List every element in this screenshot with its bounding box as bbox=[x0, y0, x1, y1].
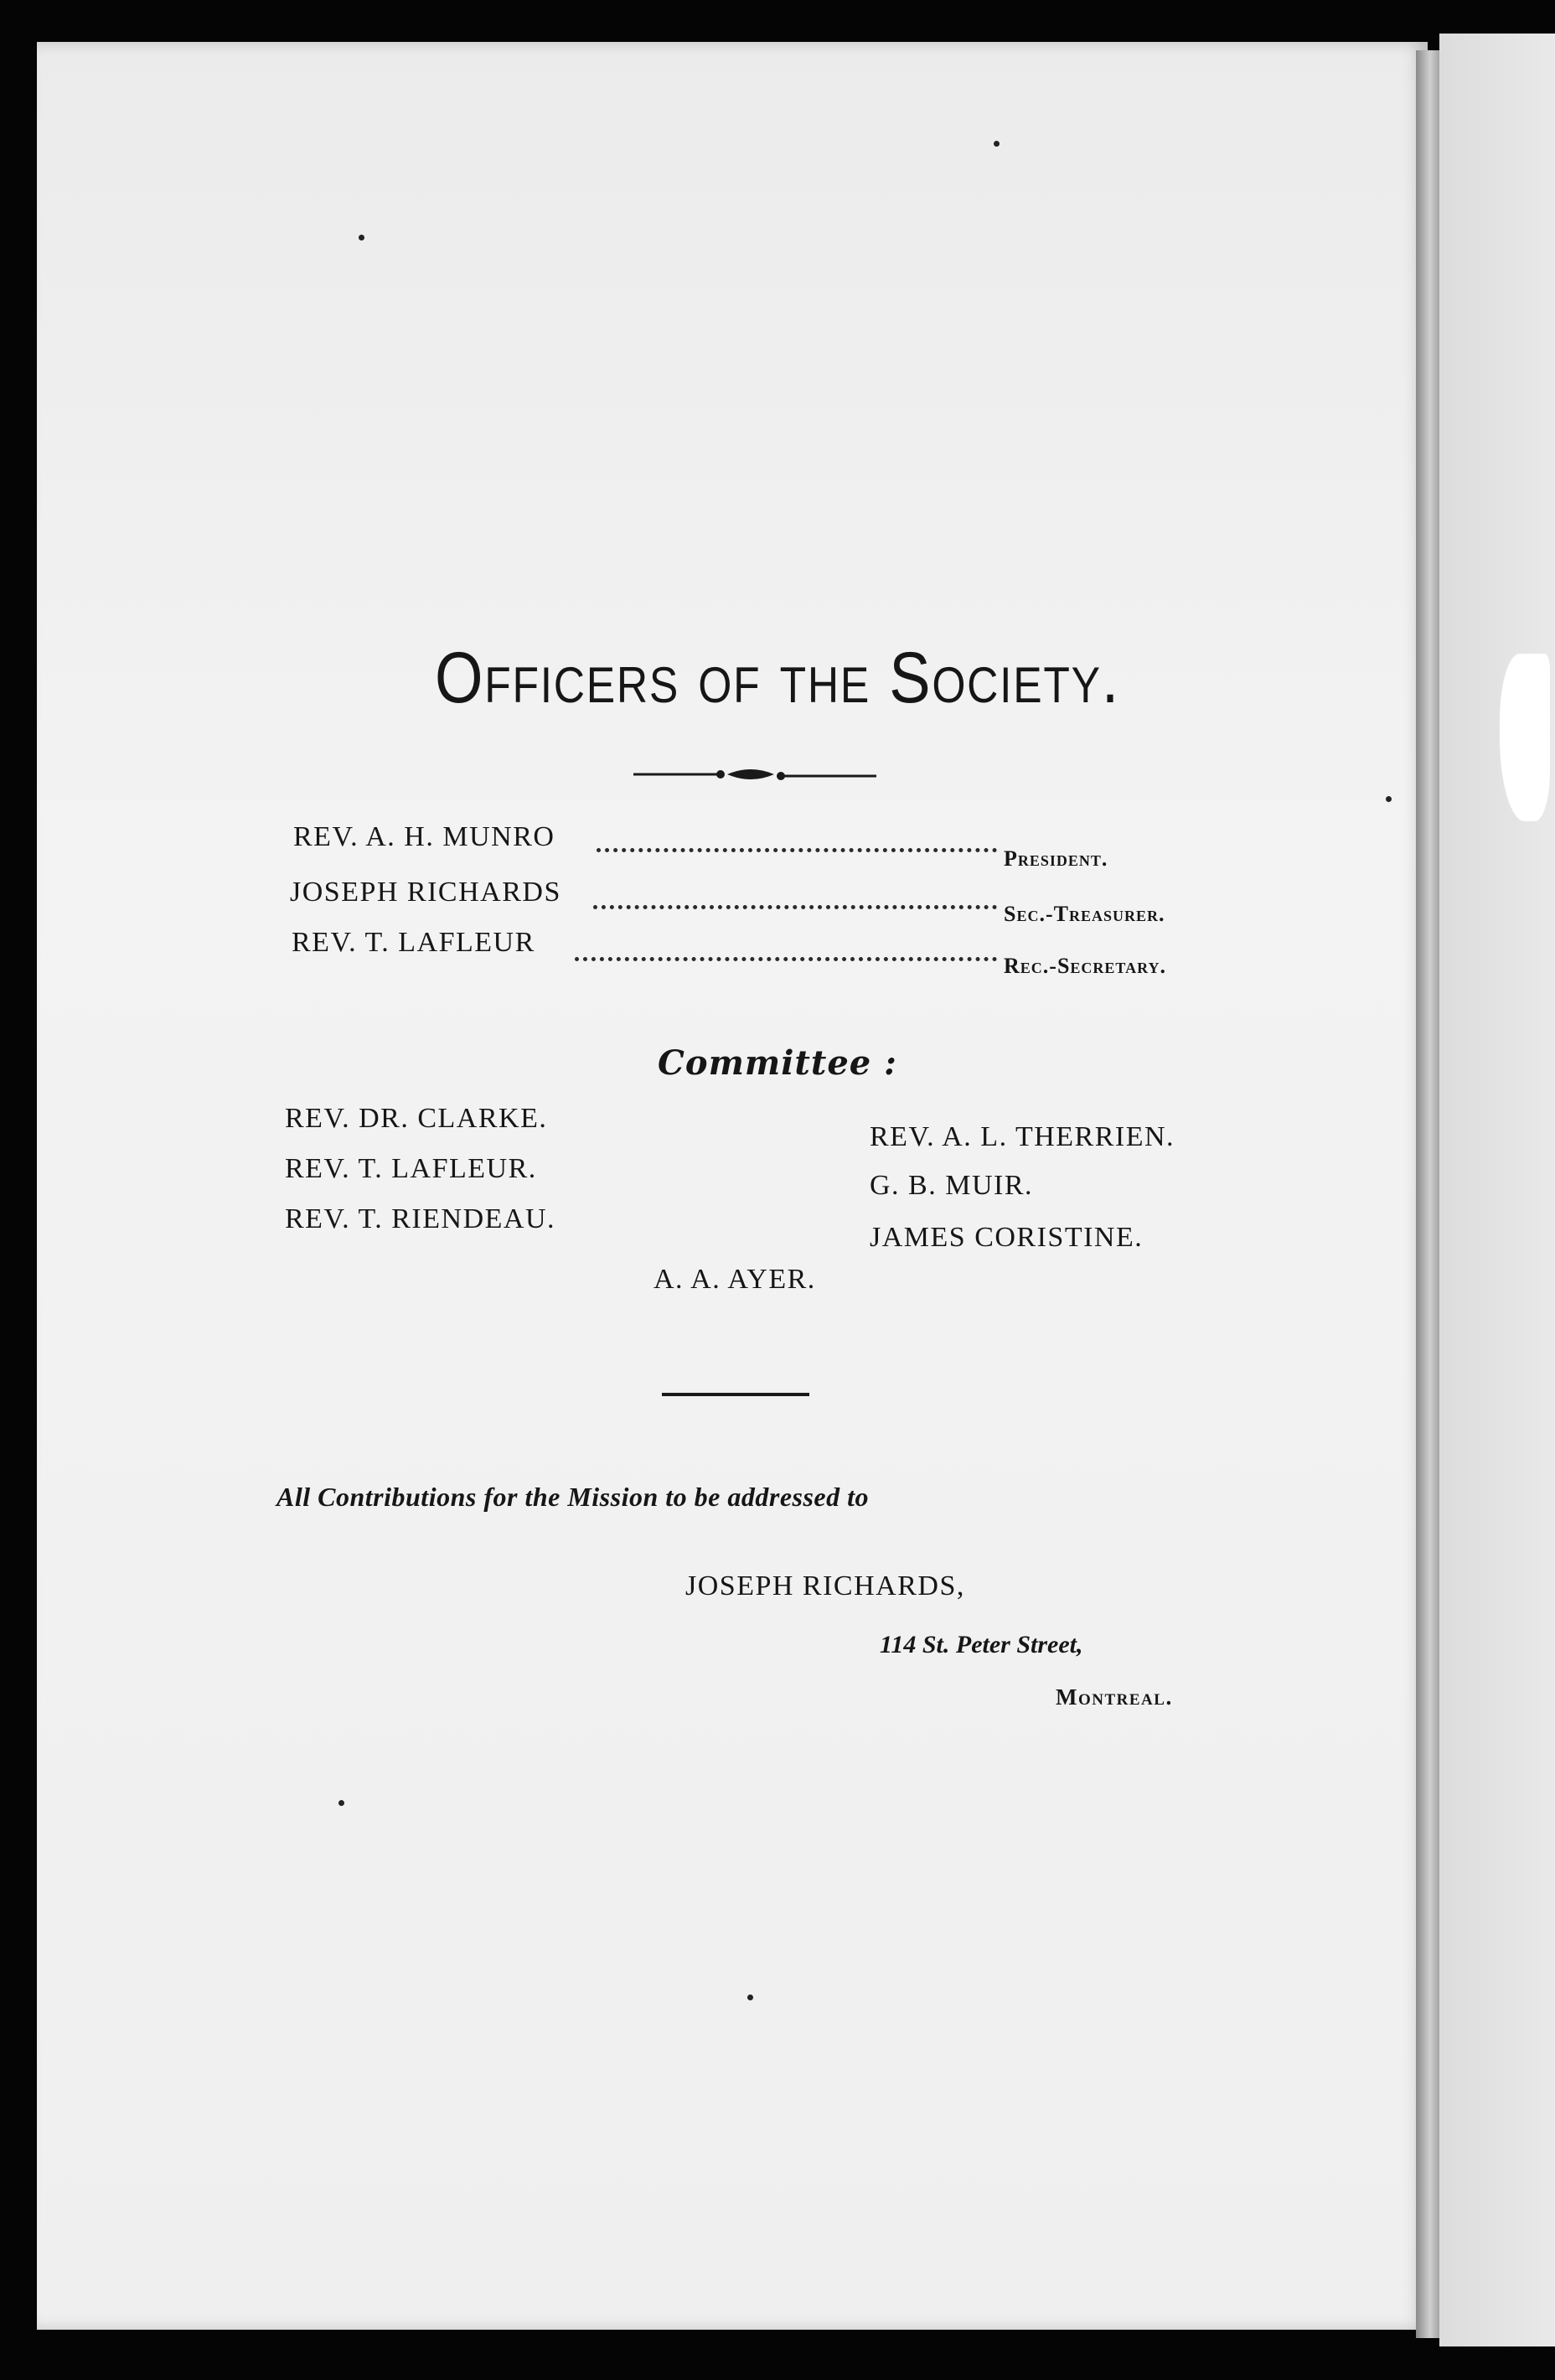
scan-speck bbox=[994, 141, 1000, 147]
address-name: JOSEPH RICHARDS, bbox=[685, 1570, 965, 1601]
committee-member: JAMES CORISTINE. bbox=[870, 1222, 1144, 1253]
scan-speck bbox=[338, 1800, 344, 1806]
committee-member: REV. T. RIENDEAU. bbox=[285, 1203, 555, 1234]
address-street: 114 St. Peter Street, bbox=[880, 1631, 1083, 1658]
torn-paper-mark bbox=[1500, 654, 1550, 821]
officer-role-president: President. bbox=[1004, 846, 1108, 871]
dot-leader bbox=[597, 848, 997, 852]
officer-role-secretary: Rec.-Secretary. bbox=[1004, 954, 1166, 978]
committee-member: REV. DR. CLARKE. bbox=[285, 1103, 548, 1134]
officer-name-president: REV. A. H. MUNRO bbox=[293, 821, 555, 852]
scan-speck bbox=[359, 235, 364, 241]
page-title: Officers of the Society. bbox=[434, 638, 1121, 718]
page-gutter bbox=[1416, 50, 1439, 2338]
officer-role-treasurer: Sec.-Treasurer. bbox=[1004, 902, 1165, 926]
facing-page-edge bbox=[1439, 34, 1555, 2346]
dot-leader bbox=[575, 957, 997, 961]
ornament-divider-icon bbox=[633, 763, 876, 788]
address-city: Montreal. bbox=[1056, 1684, 1173, 1710]
officer-name-treasurer: JOSEPH RICHARDS bbox=[290, 877, 561, 908]
document-page bbox=[37, 42, 1428, 2330]
committee-member: G. B. MUIR. bbox=[870, 1170, 1034, 1201]
committee-heading: Committee : bbox=[658, 1043, 897, 1083]
scan-speck bbox=[747, 1995, 753, 2000]
contributions-note: All Contributions for the Mission to be addressed to bbox=[276, 1482, 870, 1512]
committee-member: REV. T. LAFLEUR. bbox=[285, 1153, 537, 1184]
officer-name-secretary: REV. T. LAFLEUR bbox=[292, 927, 535, 958]
scan-speck bbox=[1386, 796, 1392, 802]
committee-member-center: A. A. AYER. bbox=[654, 1264, 816, 1295]
committee-member: REV. A. L. THERRIEN. bbox=[870, 1121, 1175, 1152]
section-rule bbox=[662, 1393, 809, 1396]
dot-leader bbox=[593, 905, 997, 909]
